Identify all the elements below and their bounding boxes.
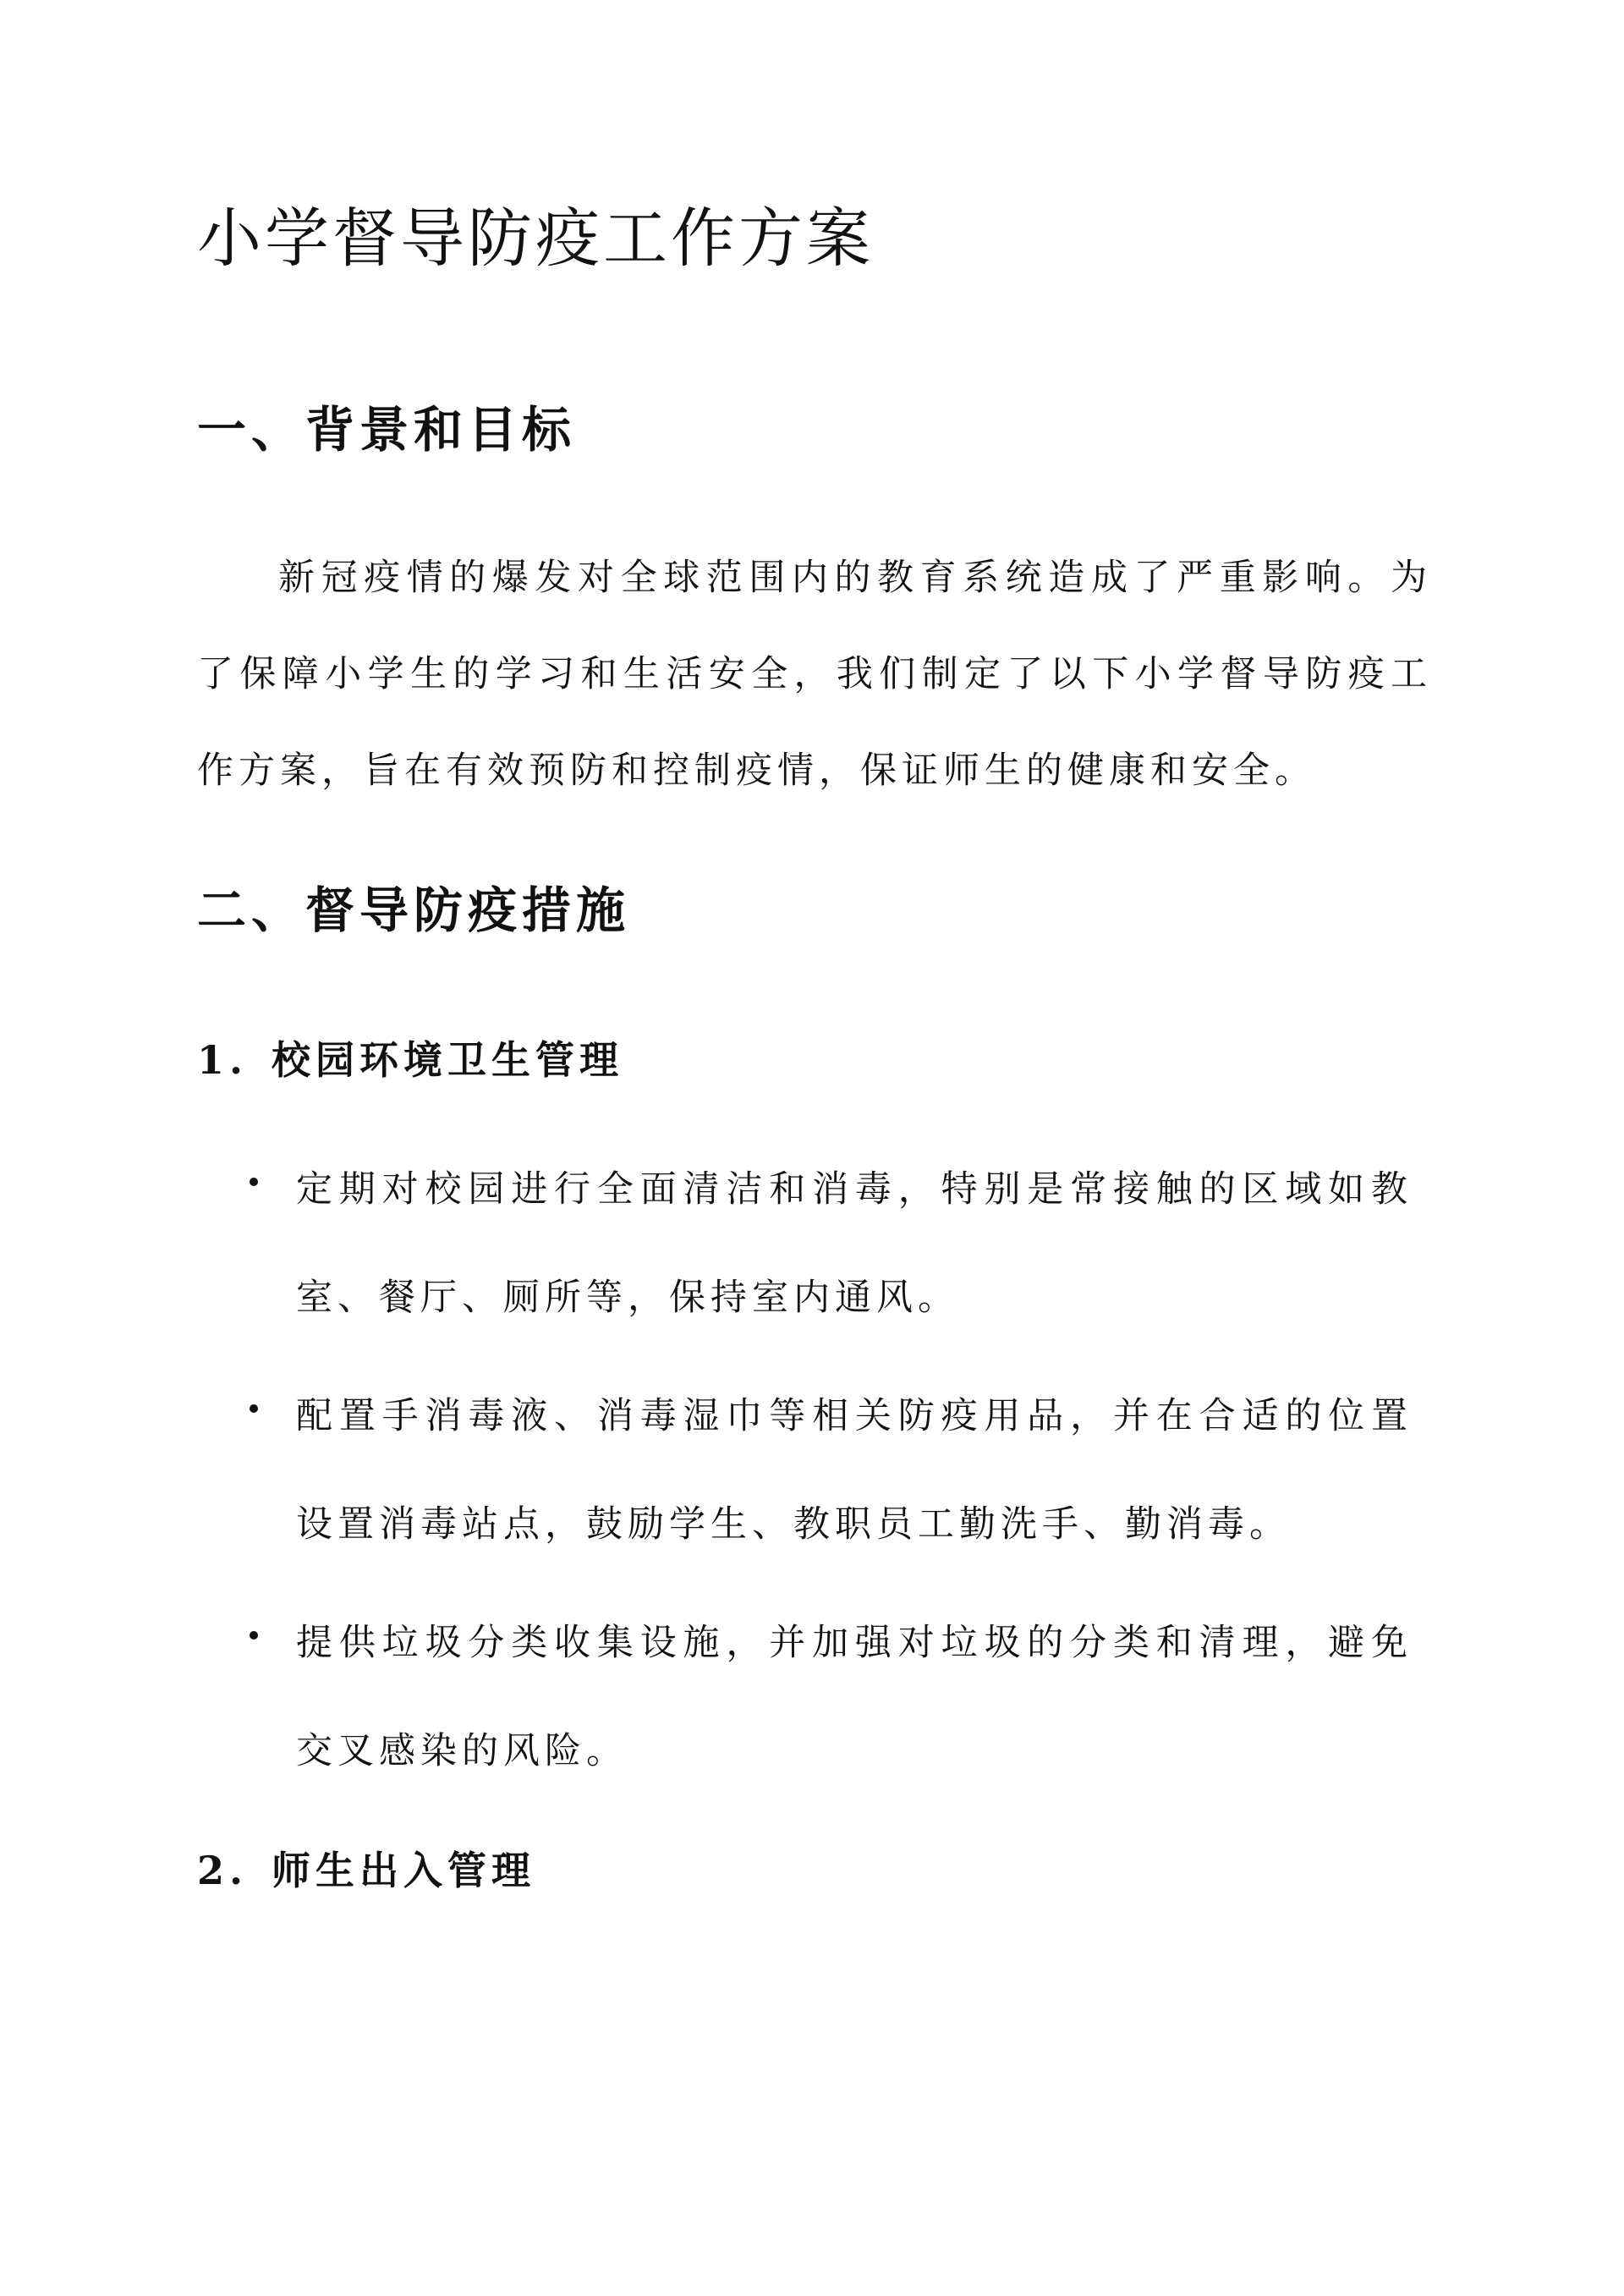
section-heading-background: 一、背景和目标 <box>197 401 577 459</box>
subsection-heading-campus-hygiene <box>197 1030 623 1090</box>
section-heading-measures: 二、督导防疫措施 <box>197 882 631 939</box>
list-item-text: 定期对校园进行全面清洁和消毒，特别是常接触的区域如教室、餐厅、厕所等，保持室内通风。 <box>296 1168 1413 1319</box>
bullet-icon <box>250 1178 258 1186</box>
subsection-title: 校园环境卫生管理 <box>272 1037 623 1083</box>
list-item-text: 提供垃圾分类收集设施，并加强对垃圾的分类和清理，避免交叉感染的风险。 <box>296 1622 1413 1772</box>
list-item-text: 配置手消毒液、消毒湿巾等相关防疫用品，并在合适的位置设置消毒站点，鼓励学生、教职员工勤洗手、勤消毒。 <box>296 1395 1413 1546</box>
subsection-number: 2. <box>197 1848 249 1893</box>
subsection-heading-access-management <box>197 1841 535 1900</box>
background-paragraph: 新冠疫情的爆发对全球范围内的教育系统造成了严重影响。为了保障小学生的学习和生活安全，我们制定了以下小学督导防疫工作方案，旨在有效预防和控制疫情，保证师生的健康和安全。 <box>197 557 1432 792</box>
subsection-title: 师生出入管理 <box>272 1848 535 1893</box>
bullet-icon <box>250 1631 258 1640</box>
subsection-number: 1. <box>197 1037 249 1083</box>
bullet-icon <box>250 1404 258 1413</box>
document-title: 小学督导防疫工作方案 <box>197 200 874 276</box>
